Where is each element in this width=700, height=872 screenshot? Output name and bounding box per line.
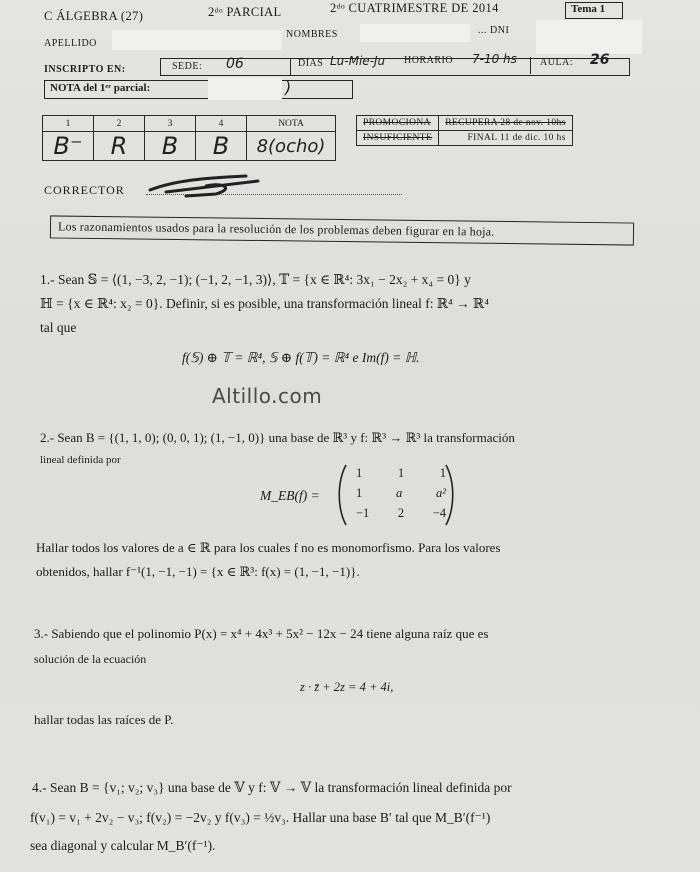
redacted-dni bbox=[536, 20, 642, 54]
redacted-nota bbox=[208, 78, 282, 100]
dias-value: Lu-Mie-Ju bbox=[330, 54, 386, 68]
grade-value-1: B⁻ bbox=[43, 132, 94, 161]
matrix-cell: a² bbox=[436, 486, 446, 500]
horario-label: HORARIO bbox=[404, 55, 454, 66]
problem-1-line-1: 1.- Sean 𝕊 = ⟨(1, −3, 2, −1); (−1, 2, −1, 3)⟩, 𝕋 = {x ∈ ℝ⁴: 3x₁ − 2x₂ + x₄ = 0} y bbox=[40, 272, 471, 287]
grade-value-4: B bbox=[196, 132, 247, 161]
problem-3-equation: z · z̄ + 2z = 4 + 4i, bbox=[300, 680, 394, 694]
instructions-notice: Los razonamientos usados para la resolución de los problemas deben figurar en la hoja. bbox=[57, 219, 495, 239]
status-promociona: PROMOCIONA bbox=[357, 116, 439, 131]
grade-value-3: B bbox=[145, 132, 196, 161]
status-recupera: RECUPERA 28 de nov. 10hs bbox=[439, 116, 573, 131]
problem-2-line-4: obtenidos, hallar f⁻¹(1, −1, −1) = {x ∈ ℝ³: f(x) = (1, −1, −1)}. bbox=[36, 564, 360, 579]
sede-value: 06 bbox=[226, 56, 244, 72]
matrix-cell: 1 bbox=[397, 466, 405, 480]
matrix-cell: −1 bbox=[356, 506, 370, 520]
nombres-label: NOMBRES bbox=[286, 29, 338, 40]
problem-2-matrix-lhs: M_EB(f) = bbox=[260, 488, 320, 503]
matrix-cell: 2 bbox=[397, 506, 405, 520]
problem-4-line-2: f(v₁) = v₁ + 2v₂ − v₃; f(v₂) = −2v₂ y f(v₃) = ½v₃. Hallar una base B′ tal que M_B′(f⁻¹) bbox=[30, 810, 491, 825]
aula-label: AULA: bbox=[540, 57, 574, 68]
dias-label: DIAS bbox=[298, 58, 324, 69]
tema-label: Tema 1 bbox=[571, 3, 606, 15]
nota-parcial-value: ) bbox=[285, 78, 292, 97]
problem-1-line-3: tal que bbox=[40, 320, 77, 335]
status-insuficiente: INSUFICIENTE bbox=[357, 131, 439, 146]
problem-1-line-2: ℍ = {x ∈ ℝ⁴: x₂ = 0}. Definir, si es posible, una transformación lineal f: ℝ⁴ → ℝ⁴ bbox=[40, 296, 489, 311]
dni-label: ... DNI bbox=[478, 25, 510, 36]
term-title: 2ᵈᵒ CUATRIMESTRE DE 2014 bbox=[330, 1, 499, 15]
problem-3-line-2: solución de la ecuación bbox=[34, 652, 147, 666]
matrix-cell: −4 bbox=[432, 506, 446, 520]
transformation-matrix bbox=[356, 466, 446, 526]
aula-value: 26 bbox=[590, 52, 610, 68]
grades-table bbox=[42, 115, 336, 161]
course-title: C ÁLGEBRA (27) bbox=[44, 9, 144, 23]
grade-header-4: 4 bbox=[196, 116, 247, 132]
problem-3-line-1: 3.- Sabiendo que el polinomio P(x) = x⁴ + 4x³ + 5x² − 12x − 24 tiene alguna raíz que es bbox=[34, 626, 489, 641]
corrector-label: CORRECTOR bbox=[44, 183, 125, 197]
inscripto-label: INSCRIPTO EN: bbox=[44, 64, 126, 75]
grade-header-1: 1 bbox=[43, 116, 94, 132]
problem-4-line-3: sea diagonal y calcular M_B′(f⁻¹). bbox=[30, 838, 216, 853]
sede-label: SEDE: bbox=[172, 61, 203, 72]
horario-value: 7-10 hs bbox=[472, 52, 517, 66]
exam-title: 2ᵈᵒ PARCIAL bbox=[208, 5, 282, 19]
grade-header-3: 3 bbox=[145, 116, 196, 132]
matrix-cell: 1 bbox=[356, 466, 363, 480]
grade-header-nota: NOTA bbox=[247, 116, 336, 132]
altillo-watermark: Altillo.com bbox=[212, 384, 323, 408]
problem-1-conditions: f(𝕊) ⊕ 𝕋 = ℝ⁴, 𝕊 ⊕ f(𝕋) = ℝ⁴ e Im(f) = ℍ. bbox=[182, 350, 420, 365]
problem-2-line-2: lineal definida por bbox=[40, 454, 121, 466]
nota-parcial-label: NOTA del 1ᵉʳ parcial: bbox=[50, 82, 151, 94]
status-final: FINAL 11 de dic. 10 hs bbox=[439, 131, 573, 146]
redacted-apellido bbox=[112, 30, 282, 50]
matrix-cell: a bbox=[396, 486, 403, 500]
problem-2-line-1: 2.- Sean B = {(1, 1, 0); (0, 0, 1); (1, −1, 0)} una base de ℝ³ y f: ℝ³ → ℝ³ la transformación bbox=[40, 430, 515, 445]
problem-4-line-1: 4.- Sean B = {v₁; v₂; v₃} una base de 𝕍 y f: 𝕍 → 𝕍 la transformación lineal definida por bbox=[32, 780, 512, 795]
problem-2-line-3: Hallar todos los valores de a ∈ ℝ para los cuales f no es monomorfismo. Para los valores bbox=[36, 540, 501, 555]
matrix-cell: 1 bbox=[439, 466, 446, 480]
problem-3-line-3: hallar todas las raíces de P. bbox=[34, 712, 174, 727]
matrix-cell: 1 bbox=[356, 486, 363, 500]
apellido-label: APELLIDO bbox=[44, 38, 97, 49]
grade-header-2: 2 bbox=[94, 116, 145, 132]
redacted-nombres bbox=[360, 24, 470, 42]
status-table bbox=[356, 115, 573, 146]
grade-value-2: R bbox=[94, 132, 145, 161]
grade-value-nota: 8(ocho) bbox=[247, 132, 336, 161]
corrector-signature bbox=[146, 172, 276, 198]
